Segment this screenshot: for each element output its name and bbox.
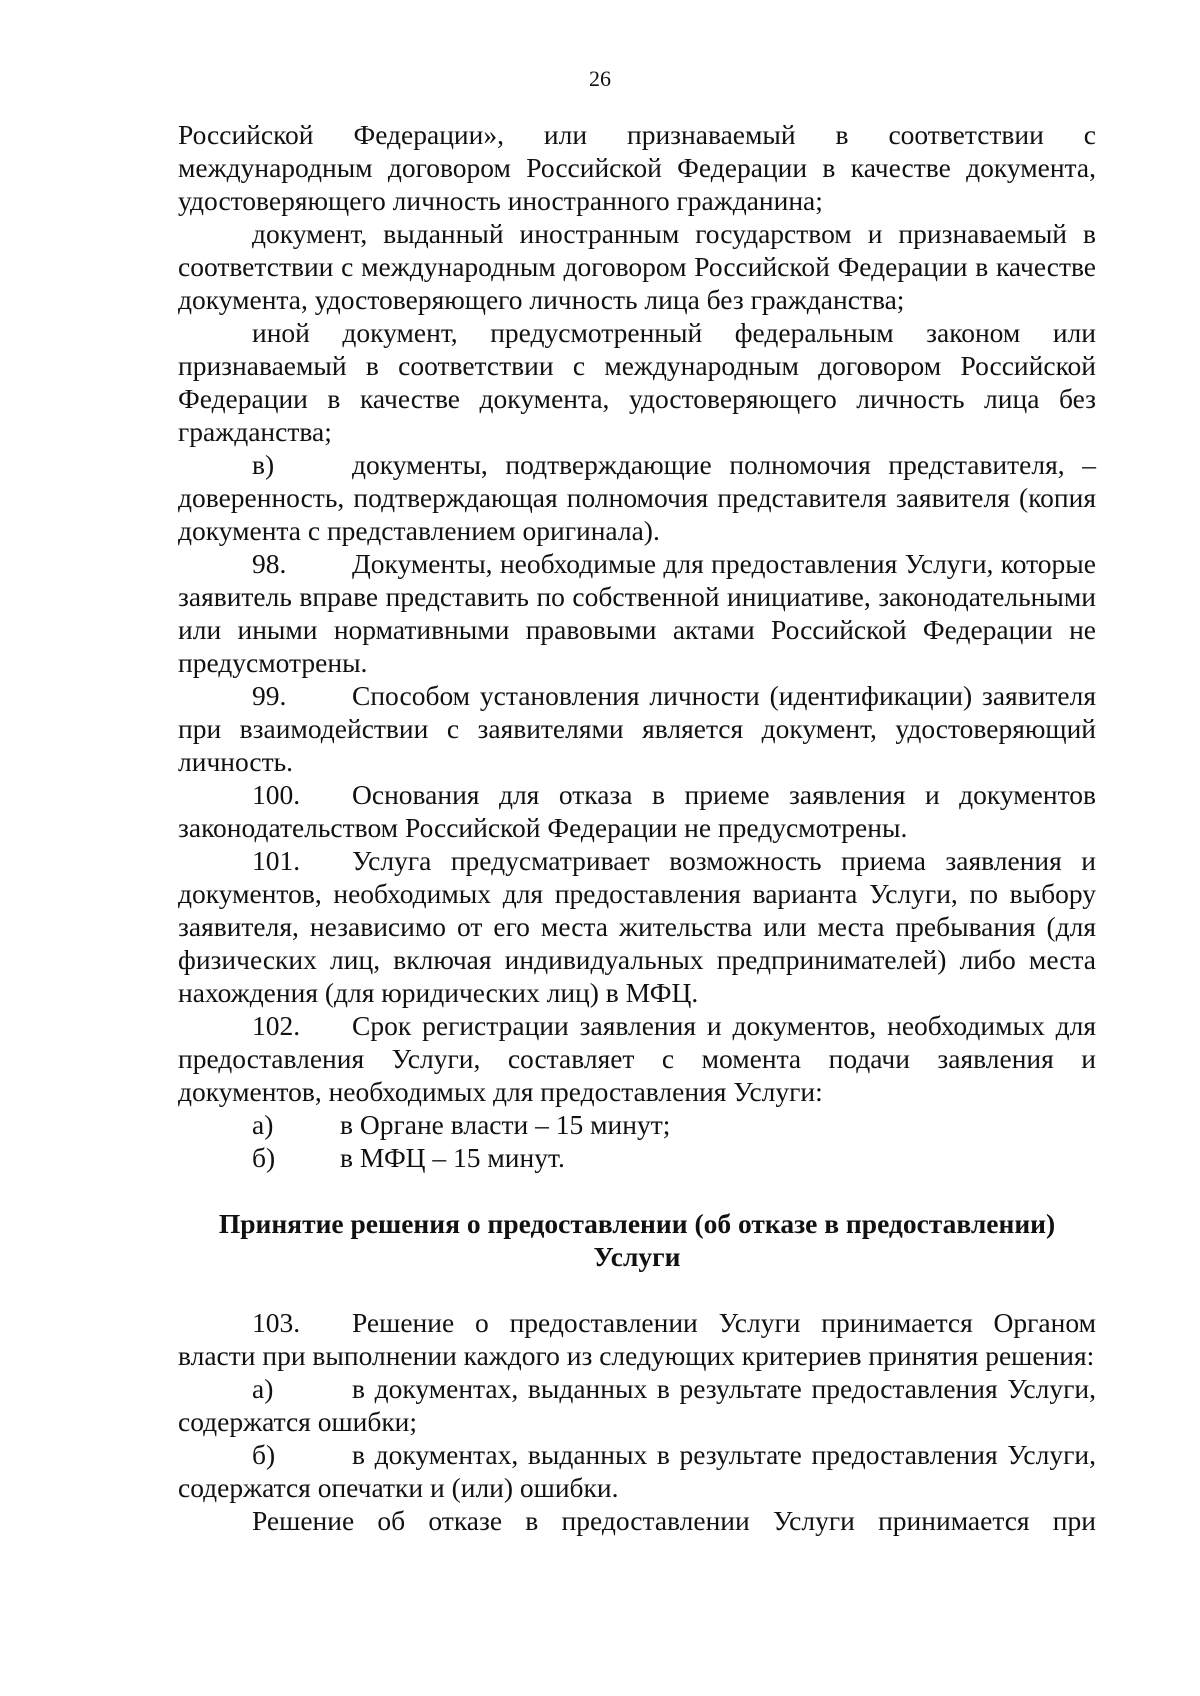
item-label: а) [252, 1109, 274, 1140]
paragraph-98 [178, 547, 1096, 679]
paragraph-102-b [178, 1141, 1096, 1174]
paragraph-text: Документы, необходимые для предоставления Услуги, которые заявитель вправе представить по собственной инициативе, законодательными или иными нормативными правовыми актами Российской Федерации не предусмотрены. [178, 548, 1096, 678]
paragraph-number: 101. [252, 845, 301, 876]
paragraph-103 [178, 1306, 1096, 1372]
paragraph-text: Услуга предусматривает возможность приема заявления и документов, необходимых для предоставления варианта Услуги, по выбору заявителя, независимо от его места жительства или места пребывания (для физических лиц, включая индивидуальных предпринимателей) либо места нахождения (для юридических лиц) в МФЦ. [178, 845, 1096, 1008]
paragraph-other-doc: иной документ, предусмотренный федеральным законом или признаваемый в соответствии с международным договором Российской Федерации в качестве документа, удостоверяющего личность лица без гражданства; [178, 317, 1096, 447]
paragraph-number: 98. [252, 548, 287, 579]
document-body [178, 118, 1096, 1537]
section-heading-line-2: Услуги [593, 1241, 681, 1272]
item-label: б) [252, 1142, 276, 1173]
paragraph-number: 99. [252, 680, 287, 711]
paragraph-foreign-state-doc: документ, выданный иностранным государством и признаваемый в соответствии с международным договором Российской Федерации в качестве документа, удостоверяющего личность лица без гражданства; [178, 218, 1096, 315]
item-label: а) [252, 1373, 274, 1404]
item-label: б) [252, 1439, 276, 1470]
paragraph-99 [178, 679, 1096, 778]
paragraph-text: документы, подтверждающие полномочия представителя, – доверенность, подтверждающая полномочия представителя заявителя (копия документа с представлением оригинала). [178, 449, 1096, 546]
paragraph-100 [178, 778, 1096, 844]
paragraph-103-a [178, 1372, 1096, 1438]
paragraph-text: Срок регистрации заявления и документов, необходимых для предоставления Услуги, составляет с момента подачи заявления и документов, необходимых для предоставления Услуги: [178, 1010, 1096, 1107]
paragraph-number: 102. [252, 1010, 301, 1041]
paragraph-item-v [178, 448, 1096, 547]
paragraph-text: в документах, выданных в результате предоставления Услуги, содержатся опечатки и (или) ошибки. [178, 1439, 1096, 1503]
paragraph-text: в документах, выданных в результате предоставления Услуги, содержатся ошибки; [178, 1373, 1096, 1437]
paragraph-number: 100. [252, 779, 301, 810]
spacer [178, 1273, 1096, 1306]
paragraph-text: в МФЦ – 15 минут. [340, 1142, 565, 1173]
paragraph-foreign-citizen-doc: Российской Федерации», или признаваемый в соответствии с международным договором Российской Федерации в качестве документа, удостоверяющего личность иностранного гражданина; [178, 119, 1096, 216]
paragraph-103-b [178, 1438, 1096, 1504]
section-heading-line-1: Принятие решения о предоставлении (об отказе в предоставлении) [218, 1208, 1056, 1239]
paragraph-refusal: Решение об отказе в предоставлении Услуги принимается при [252, 1505, 1096, 1536]
paragraph-text: Основания для отказа в приеме заявления и документов законодательством Российской Федерации не предусмотрены. [178, 779, 1096, 843]
paragraph-text: Решение о предоставлении Услуги принимается Органом власти при выполнении каждого из следующих критериев принятия решения: [178, 1307, 1096, 1371]
item-label: в) [252, 449, 275, 480]
paragraph-101 [178, 844, 1096, 1009]
paragraph-text: в Органе власти – 15 минут; [340, 1109, 671, 1140]
paragraph-102-a [178, 1108, 1096, 1141]
page-number: 26 [589, 66, 611, 91]
paragraph-text: Способом установления личности (идентификации) заявителя при взаимодействии с заявителями является документ, удостоверяющий личность. [178, 680, 1096, 777]
paragraph-number: 103. [252, 1307, 301, 1338]
paragraph-102 [178, 1009, 1096, 1108]
section-heading [168, 1207, 1106, 1273]
